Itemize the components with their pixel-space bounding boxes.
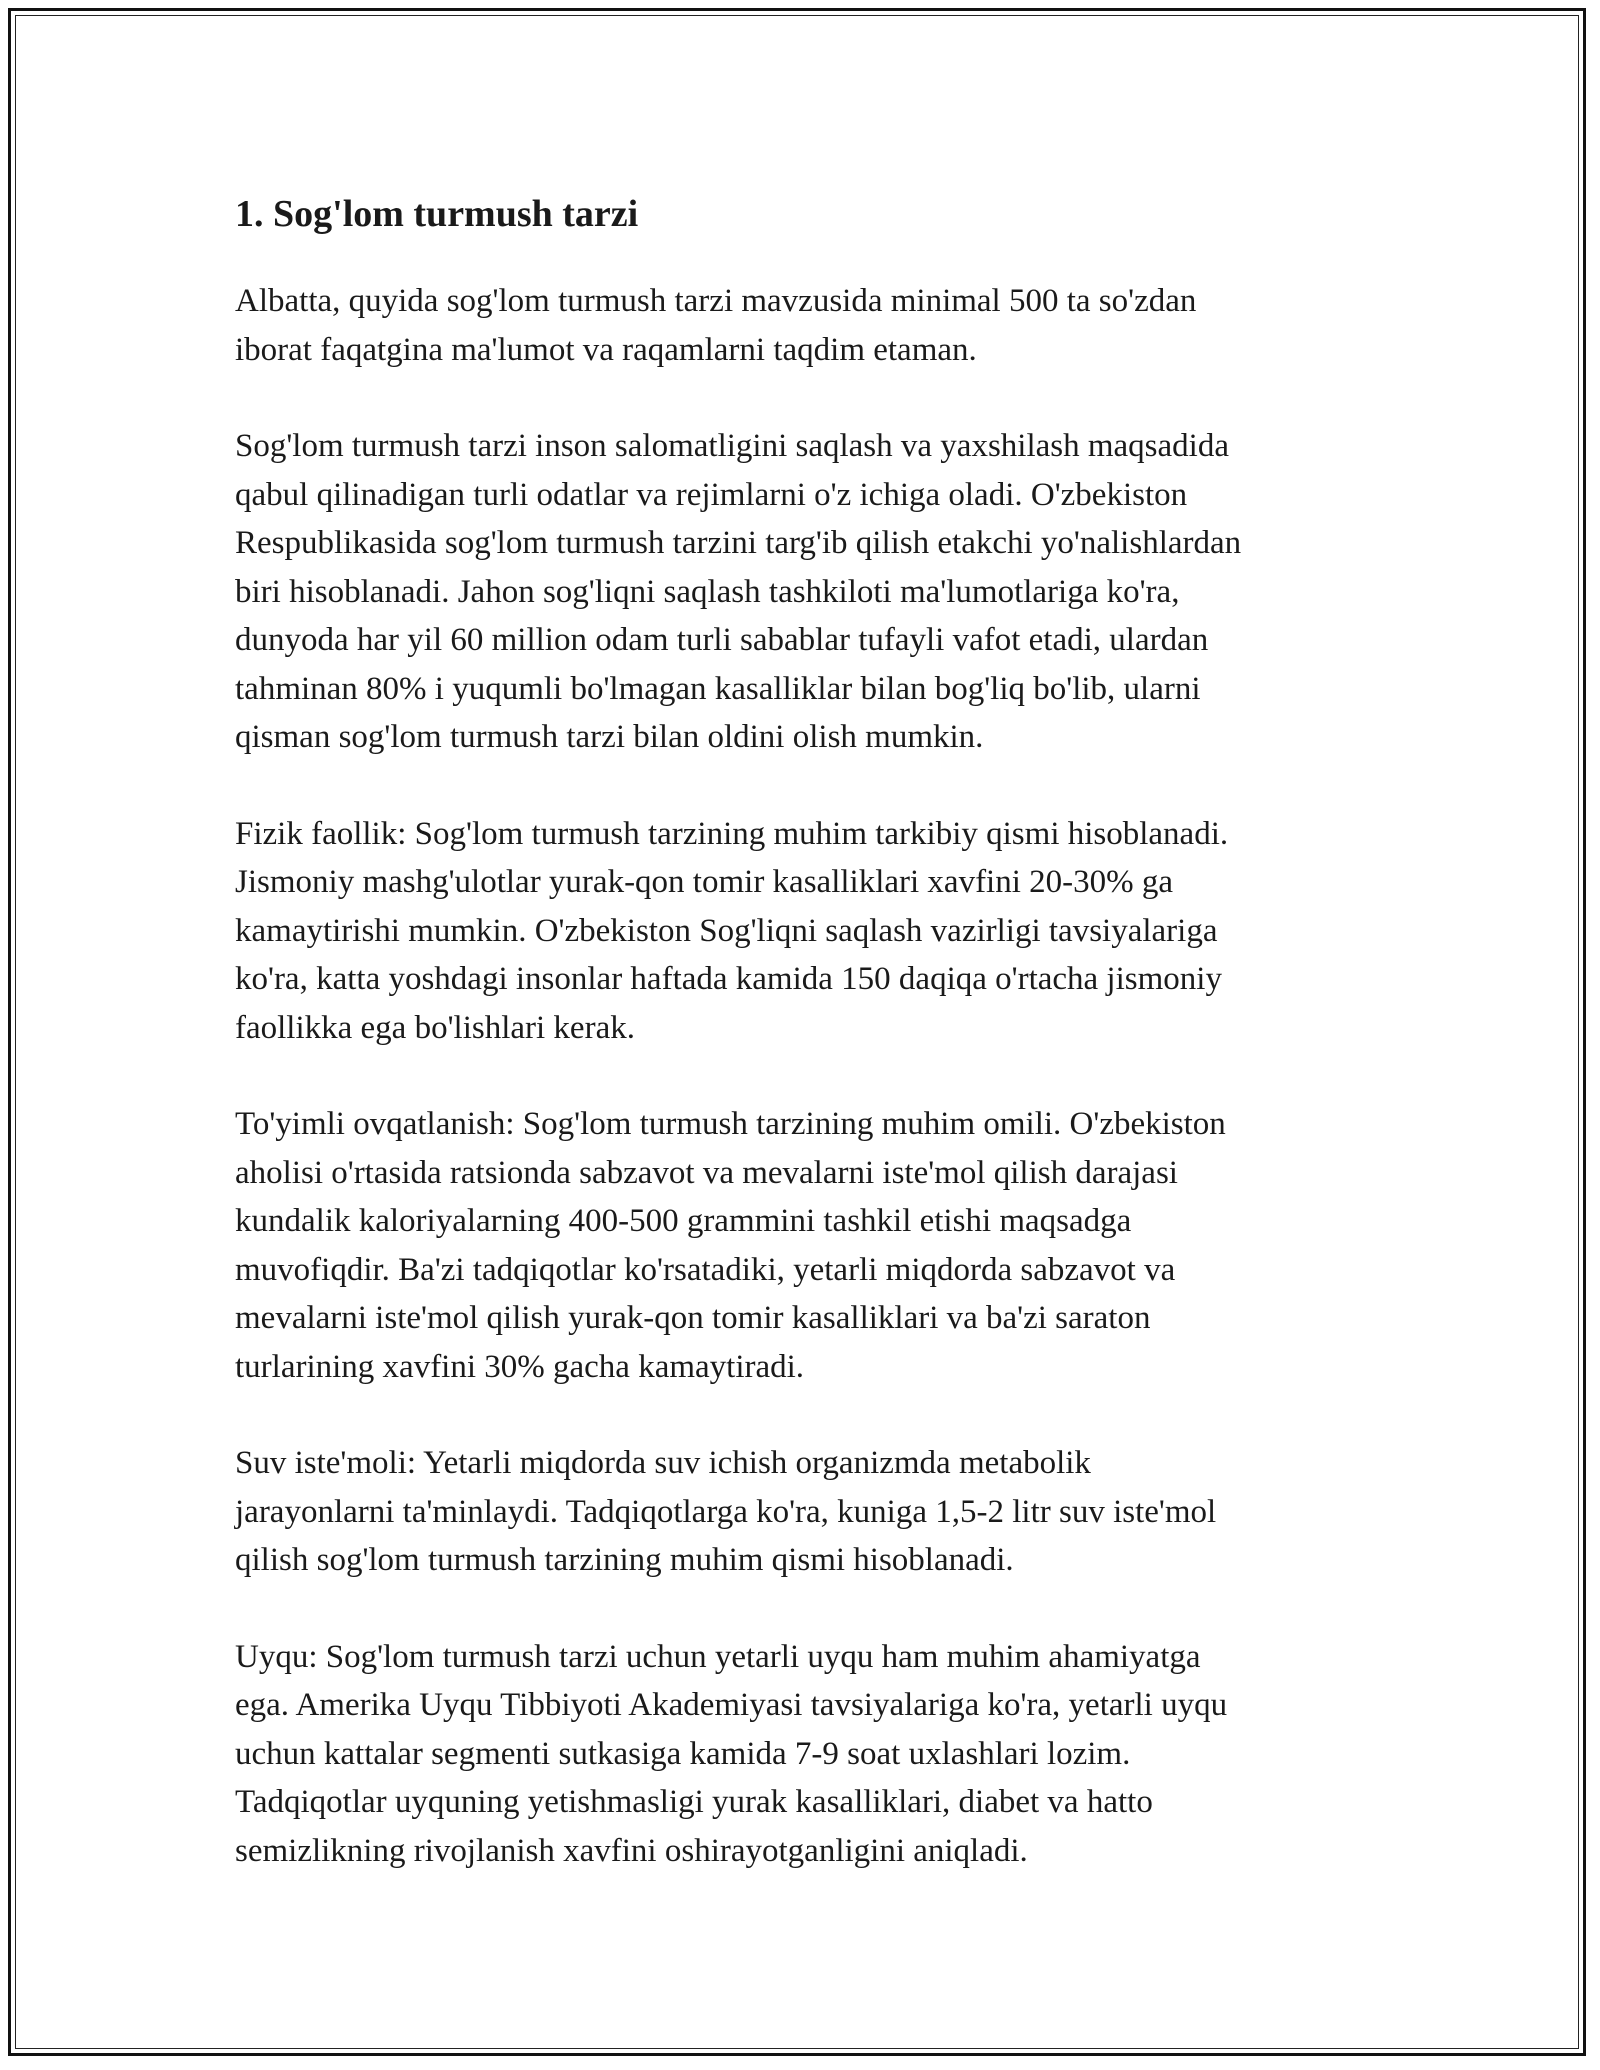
paragraph-nutrition: To'yimli ovqatlanish: Sog'lom turmush tarzining muhim omili. O'zbekiston aholisi o'rtasida ratsionda sabzavot va mevalarni iste'mol qilish darajasi kundalik kaloriyalarning 400-500 grammini tashkil etishi maqsadga muvofiqdir. Ba'zi tadqiqotlar ko'rsatadiki, yetarli miqdorda sabzavot va mevalarni iste'mol qilish yurak-qon tomir kasalliklari va ba'zi saraton turlarining xavfini 30% gacha kamaytiradi. [235,1106,1226,1385]
section-title: 1. Sog'lom turmush tarzi [235,193,639,235]
paragraph-overview: Sog'lom turmush tarzi inson salomatligini saqlash va yaxshilash maqsadida qabul qilinadigan turli odatlar va rejimlarni o'z ichiga oladi. O'zbekiston Respublikasida sog'lom turmush tarzini targ'ib qilish etakchi yo'nalishlardan biri hisoblanadi. Jahon sog'liqni saqlash tashkiloti ma'lumotlariga ko'ra, dunyoda har yil 60 million odam turli sabablar tufayli vafot etadi, ulardan tahminan 80% i yuqumli bo'lmagan kasalliklar bilan bog'liq bo'lib, ularni qisman sog'lom turmush tarzi bilan oldini olish mumkin. [235,428,1242,755]
paragraph-intro: Albatta, quyida sog'lom turmush tarzi mavzusida minimal 500 ta so'zdan iborat faqatgina ma'lumot va raqamlarni taqdim etaman. [235,283,1197,368]
paragraph-sleep: Uyqu: Sog'lom turmush tarzi uchun yetarli uyqu ham muhim ahamiyatga ega. Amerika Uyqu Tibbiyoti Akademiyasi tavsiyalariga ko'ra, yetarli uyqu uchun kattalar segmenti sutkasiga kamida 7-9 soat uxlashlari lozim. Tadqiqotlar uyquning yetishmasligi yurak kasalliklari, diabet va hatto semizlikning rivojlanish xavfini oshirayotganligini aniqladi. [235,1638,1228,1869]
paragraph-physical-activity: Fizik faollik: Sog'lom turmush tarzining muhim tarkibiy qismi hisoblanadi. Jismoniy mashg'ulotlar yurak-qon tomir kasalliklari xavfini 20-30% ga kamaytirishi mumkin. O'zbekiston Sog'liqni saqlash vazirligi tavsiyalariga ko'ra, katta yoshdagi insonlar haftada kamida 150 daqiqa o'rtacha jismoniy faollikka ega bo'lishlari kerak. [235,815,1229,1046]
paragraph-water: Suv iste'moli: Yetarli miqdorda suv ichish organizmda metabolik jarayonlarni ta'minlaydi. Tadqiqotlarga ko'ra, kuniga 1,5-2 litr suv iste'mol qilish sog'lom turmush tarzining muhim qismi hisoblanadi. [235,1445,1217,1578]
document-body [235,185,1365,1923]
